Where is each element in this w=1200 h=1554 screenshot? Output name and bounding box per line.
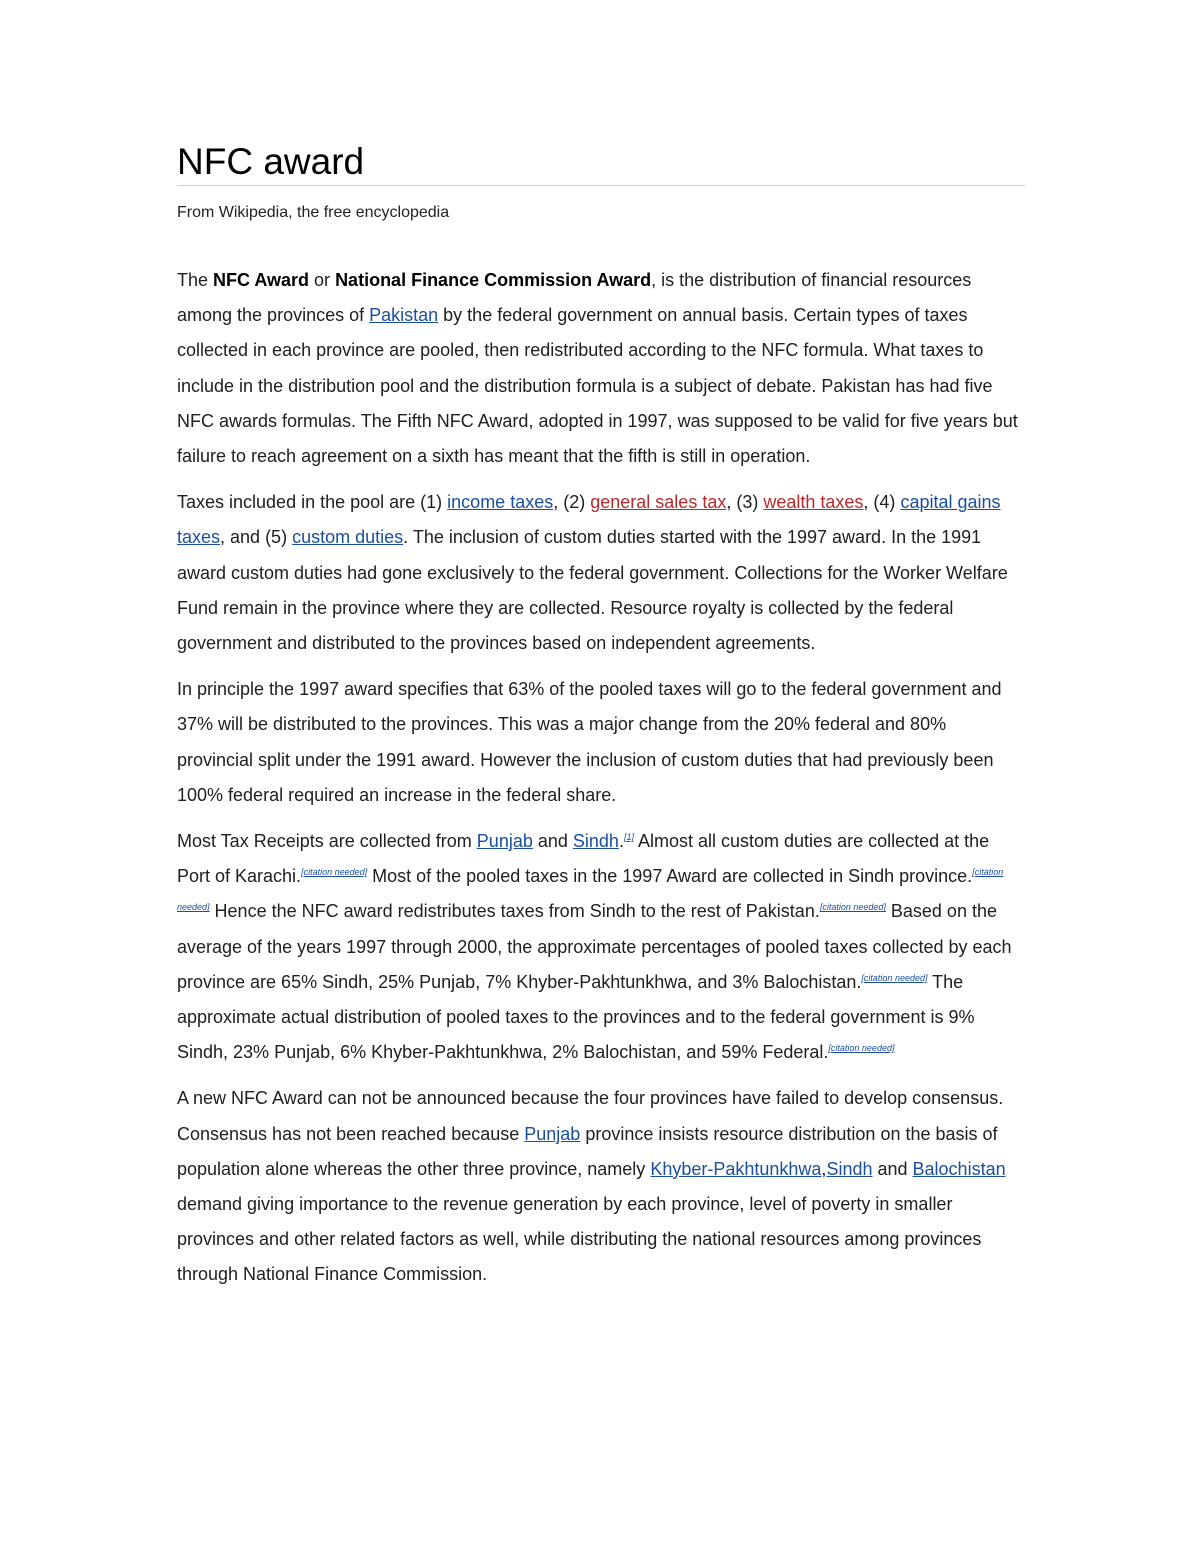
- text: Almost all custom duties are collected at the Port of Karachi.: [177, 831, 990, 887]
- text: Most Tax Receipts are collected from: [177, 831, 477, 852]
- receipts-paragraph: [177, 824, 1025, 1070]
- text: province insists resource distribution on the basis of population alone whereas the other three province, namely: [177, 1123, 998, 1179]
- citation-needed[interactable]: [citation needed]: [828, 1043, 895, 1054]
- link-punjab[interactable]: Punjab: [476, 831, 533, 852]
- text: demand giving importance to the revenue generation by each province, level of poverty in smaller provinces and other related factors as well, while distributing the national resources among provinces through National Finance Commission.: [177, 1194, 982, 1285]
- text: Taxes included in the pool are (1): [177, 492, 448, 513]
- taxes-paragraph: [177, 485, 1025, 661]
- citation-needed[interactable]: [citation needed]: [177, 867, 1004, 913]
- link-khyber-pakhtunkhwa[interactable]: Khyber-Pakhtunkhwa: [650, 1158, 822, 1179]
- citation-needed[interactable]: [citation needed]: [819, 902, 886, 913]
- link-general-sales-tax[interactable]: general sales tax: [590, 492, 727, 513]
- page-title: NFC award: [177, 140, 1025, 186]
- text: A new NFC Award can not be announced because the four provinces have failed to develop consensus. Consensus has not been reached because: [177, 1088, 1004, 1144]
- bold-term-national-finance-commission-award: National Finance Commission Award: [335, 270, 652, 290]
- site-tagline: From Wikipedia, the free encyclopedia: [177, 204, 450, 221]
- text: and: [872, 1158, 913, 1179]
- reference-1[interactable]: [1]: [623, 832, 634, 843]
- bold-term-nfc-award: NFC Award: [213, 270, 310, 290]
- text: Most of the pooled taxes in the 1997 Award are collected in Sindh province.: [367, 866, 973, 887]
- principle-paragraph: In principle the 1997 award specifies that 63% of the pooled taxes will go to the federal government and 37% will be distributed to the provinces. This was a major change from the 20% federal and 80% provincial split under the 1991 award. However the inclusion of custom duties that had previously been 100% federal required an increase in the federal share.: [177, 679, 1002, 805]
- text: and: [532, 831, 573, 852]
- link-pakistan[interactable]: Pakistan: [369, 305, 439, 326]
- citation-needed[interactable]: [citation needed]: [861, 972, 928, 983]
- text: Hence the NFC award redistributes taxes from Sindh to the rest of Pakistan.: [209, 901, 820, 922]
- link-custom-duties[interactable]: custom duties: [292, 527, 404, 548]
- text: , (3): [726, 492, 764, 513]
- link-wealth-taxes[interactable]: wealth taxes: [763, 492, 864, 513]
- link-punjab[interactable]: Punjab: [524, 1123, 581, 1144]
- link-sindh[interactable]: Sindh: [572, 831, 619, 852]
- text: , (2): [553, 492, 591, 513]
- intro-paragraph: [177, 263, 1025, 474]
- text: or: [309, 270, 336, 290]
- text: Based on the average of the years 1997 through 2000, the approximate percentages of pooled taxes collected by each province are 65% Sindh, 25% Punjab, 7% Khyber-Pakhtunkhwa, and 3% Balochistan.: [177, 901, 1012, 992]
- text: , (4): [863, 492, 901, 513]
- consensus-paragraph: [177, 1081, 1025, 1292]
- text: The: [177, 270, 214, 290]
- text: , and (5): [220, 527, 293, 548]
- link-income-taxes[interactable]: income taxes: [447, 492, 554, 513]
- text: .: [618, 831, 624, 852]
- link-sindh[interactable]: Sindh: [826, 1158, 873, 1179]
- citation-needed[interactable]: [citation needed]: [301, 867, 368, 878]
- link-balochistan[interactable]: Balochistan: [912, 1158, 1006, 1179]
- link-capital-gains-taxes[interactable]: capital gains taxes: [177, 492, 1001, 548]
- text: by the federal government on annual basis. Certain types of taxes collected in each province are pooled, then redistributed according to the NFC formula. What taxes to include in the distribution pool and the distribution formula is a subject of debate. Pakistan has had five NFC awards formulas. The Fifth NFC Award, adopted in 1997, was supposed to be valid for five years but failure to reach agreement on a sixth has meant that the fifth is still in operation.: [177, 305, 1018, 467]
- text: The approximate actual distribution of pooled taxes to the provinces and to the federal government is 9% Sindh, 23% Punjab, 6% Khyber-Pakhtunkhwa, 2% Balochistan, and 59% Federal.: [177, 971, 975, 1063]
- text: , is the distribution of financial resources among the provinces of: [177, 270, 972, 326]
- article-body: [177, 140, 1025, 1293]
- text: ,: [821, 1158, 827, 1179]
- text: . The inclusion of custom duties started with the 1997 award. In the 1991 award custom duties had gone exclusively to the federal government. Collections for the Worker Welfare Fund remain in the province where they are collected. Resource royalty is collected by the federal government and distributed to the provinces based on independent agreements.: [177, 527, 1008, 654]
